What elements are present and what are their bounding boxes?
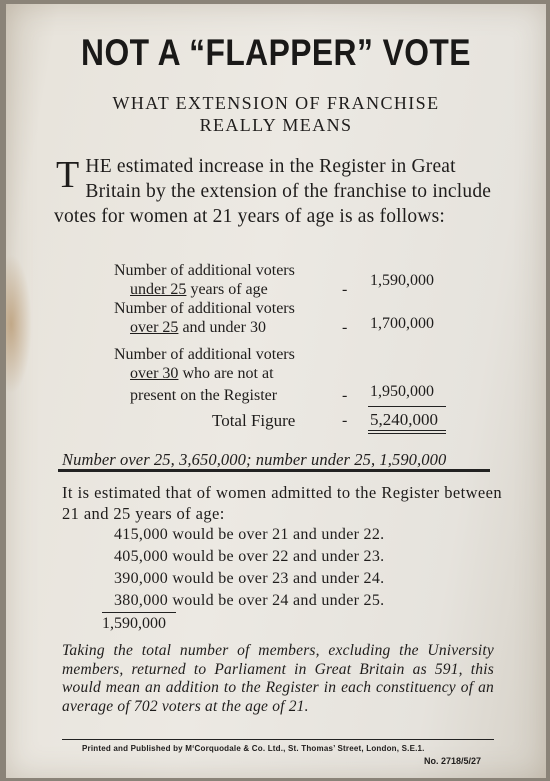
row1-label-line1: Number of additional voters [114, 262, 295, 279]
page-subtitle [6, 92, 546, 136]
estimate-intro: It is estimated that of women admitted to the Register between 21 and 25 years of age: [62, 483, 502, 523]
row2-label-line1: Number of additional voters [114, 300, 295, 317]
summary-rule [58, 469, 490, 472]
row1-underlined: under 25 [130, 281, 187, 298]
row3-value: 1,950,000 [370, 383, 434, 400]
total-rule-top [368, 406, 446, 407]
subtitle-line-1: WHAT EXTENSION OF FRANCHISE [112, 93, 440, 113]
row2-underlined: over 25 [130, 319, 179, 336]
intro-paragraph [54, 154, 494, 229]
row2-rest: and under 30 [178, 319, 266, 336]
row3-dash: - [342, 387, 348, 404]
leaflet-number: No. 2718/5/27 [424, 756, 482, 766]
row1-rest: years of age [186, 281, 268, 298]
total-label: Total Figure [212, 411, 296, 430]
age-total: 1,590,000 [102, 615, 166, 632]
row2-dash: - [342, 319, 348, 336]
total-rule-bottom-2 [368, 433, 446, 434]
subtitle-line-2: REALLY MEANS [199, 115, 353, 135]
row1-label-line2 [130, 279, 370, 300]
age-line-2: 405,000 would be over 22 and under 23. [114, 548, 385, 565]
row3-label-line2 [130, 363, 370, 384]
age-line-1: 415,000 would be over 21 and under 22. [114, 526, 385, 543]
closing-paragraph: Taking the total number of members, excluding the University members, returned to Parliament in Great Britain as 591, this would mean an addition to the Register in each constituency of an average of 702 voters at the age of 21. [62, 642, 494, 715]
total-rule-bottom-1 [368, 430, 446, 431]
figures-table-cont [6, 363, 546, 443]
row3-underlined: over 30 [130, 365, 179, 382]
age-line-4: 380,000 would be over 24 and under 25. [114, 592, 385, 609]
printer-imprint: Printed and Published by M‘Corquodale & Co. Ltd., St. Thomas’ Street, London, S.E.1. [82, 744, 425, 753]
row3-label-line1: Number of additional voters [114, 346, 295, 363]
age-total-rule [102, 612, 176, 613]
row2-label-line2 [130, 317, 370, 338]
footer-rule [62, 739, 494, 740]
total-dash: - [342, 412, 348, 429]
row3-label-line3: present on the Register [130, 387, 278, 404]
drop-cap: T [56, 154, 80, 196]
row2-value: 1,700,000 [370, 315, 434, 332]
summary-line: Number over 25, 3,650,000; number under 25, 1,590,000 [62, 450, 447, 469]
row1-value: 1,590,000 [370, 272, 434, 289]
leaflet-page [6, 4, 546, 778]
age-line-3: 390,000 would be over 23 and under 24. [114, 570, 385, 587]
page-title: NOT A “FLAPPER” VOTE [81, 32, 471, 73]
figures-table [6, 260, 546, 380]
row1-dash: - [342, 281, 348, 298]
total-value: 5,240,000 [370, 410, 438, 429]
row3-rest: who are not at [178, 365, 274, 382]
intro-text: HE estimated increase in the Register in Great Britain by the extension of the franchise to include votes for women at 21 years of age is as follows: [54, 156, 492, 227]
